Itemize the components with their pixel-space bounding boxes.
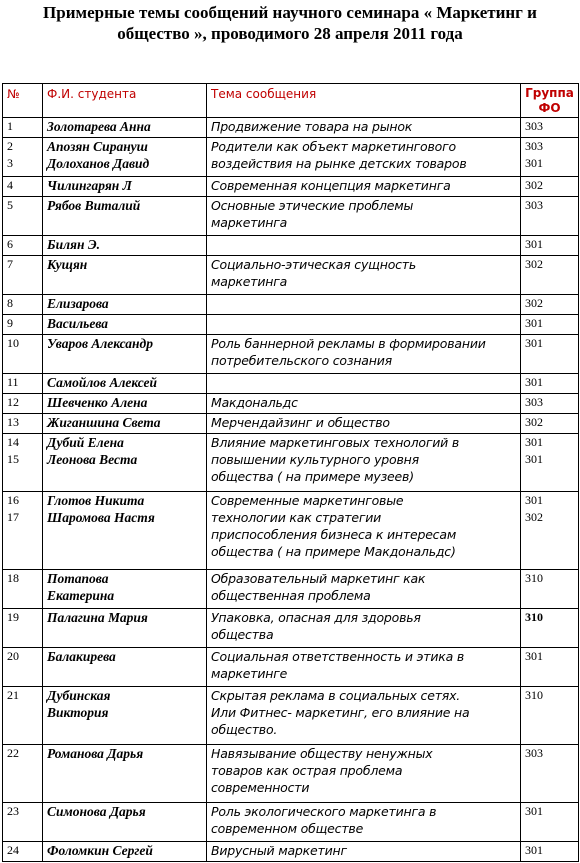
row-number: 15 — [7, 452, 19, 466]
row-number: 16 — [7, 493, 19, 507]
student-name-cell — [43, 118, 207, 138]
group-number-cell — [521, 803, 579, 842]
topic-text: маркетинга — [211, 215, 288, 230]
student-name-cell — [43, 394, 207, 414]
topic-text: Скрытая реклама в социальных сетях. — [211, 688, 461, 703]
row-number: 20 — [7, 649, 19, 663]
group-number-cell — [521, 609, 579, 648]
topic-text: общество. — [211, 722, 278, 737]
group-number: 301 — [525, 649, 543, 663]
row-number-cell — [3, 138, 43, 177]
row-number-cell — [3, 648, 43, 687]
group-number: 301 — [525, 435, 543, 449]
topic-text-cell — [207, 414, 521, 434]
topic-text: Социальная ответственность и этика в — [211, 649, 465, 664]
topic-text: Родители как объект маркетингового — [211, 139, 456, 154]
topic-text-cell — [207, 315, 521, 335]
student-name-cell — [43, 315, 207, 335]
table-row — [3, 687, 579, 745]
group-number: 301 — [525, 237, 543, 251]
table-row — [3, 138, 579, 177]
topic-text: Навязывание обществу ненужных — [211, 746, 433, 761]
row-number-cell — [3, 256, 43, 295]
row-number-cell — [3, 394, 43, 414]
student-name: Елизарова — [47, 296, 109, 311]
topic-text: Социально-этическая сущность — [211, 257, 417, 272]
group-number-cell — [521, 842, 579, 862]
student-name: Шаромова Настя — [47, 510, 155, 525]
header-num: № — [3, 84, 43, 118]
table-row — [3, 335, 579, 374]
row-number: 2 — [7, 139, 13, 153]
group-number: 303 — [525, 139, 543, 153]
student-name-cell — [43, 803, 207, 842]
row-number: 4 — [7, 178, 13, 192]
table-row — [3, 609, 579, 648]
row-number-cell — [3, 803, 43, 842]
topic-text: Макдональдс — [211, 395, 298, 410]
group-number: 301 — [525, 375, 543, 389]
topic-text-cell — [207, 570, 521, 609]
group-number: 301 — [525, 316, 543, 330]
student-name: Симонова Дарья — [47, 804, 146, 819]
table-row — [3, 177, 579, 197]
student-name-cell — [43, 177, 207, 197]
row-number: 3 — [7, 156, 13, 170]
topic-text-cell — [207, 335, 521, 374]
topic-text: Современные маркетинговые — [211, 493, 404, 508]
topic-text: Продвижение товара на рынок — [211, 119, 413, 134]
row-number-cell — [3, 118, 43, 138]
header-group-line-2: ФО — [538, 101, 561, 115]
group-number-cell — [521, 197, 579, 236]
topic-text-cell — [207, 434, 521, 492]
topic-text-cell — [207, 803, 521, 842]
row-number-cell — [3, 414, 43, 434]
topic-text-cell — [207, 118, 521, 138]
topic-text: товаров как острая проблема — [211, 763, 403, 778]
topic-text-cell — [207, 687, 521, 745]
row-number-cell — [3, 570, 43, 609]
topic-text: Современная концепция маркетинга — [211, 178, 451, 193]
topic-text: Упаковка, опасная для здоровья — [211, 610, 421, 625]
row-number-cell — [3, 609, 43, 648]
student-name: Романова Дарья — [47, 746, 144, 761]
student-name: Чилингарян Л — [47, 178, 132, 193]
student-name: Рябов Виталий — [47, 198, 141, 213]
student-name: Леонова Веста — [47, 452, 138, 467]
topic-text: Основные этические проблемы — [211, 198, 414, 213]
student-name: Уваров Александр — [47, 336, 153, 351]
group-number: 301 — [525, 336, 543, 350]
student-name-cell — [43, 842, 207, 862]
header-topic: Тема сообщения — [207, 84, 521, 118]
table-row — [3, 118, 579, 138]
student-name-cell — [43, 570, 207, 609]
student-name: Фоломкин Сергей — [47, 843, 153, 858]
student-name: Долоханов Давид — [47, 156, 150, 171]
student-name: Шевченко Алена — [47, 395, 148, 410]
title-line-2: общество », проводимого 28 апреля 2011 года — [117, 24, 463, 43]
group-number: 302 — [525, 257, 543, 271]
row-number: 11 — [7, 375, 19, 389]
student-name: Палагина Мария — [47, 610, 148, 625]
topic-text: Мерчендайзинг и общество — [211, 415, 390, 430]
topic-text: современности — [211, 780, 310, 795]
row-number: 7 — [7, 257, 13, 271]
group-number-cell — [521, 394, 579, 414]
topic-text-cell — [207, 236, 521, 256]
row-number: 24 — [7, 843, 19, 857]
group-number-cell — [521, 177, 579, 197]
header-group — [521, 84, 579, 118]
row-number: 23 — [7, 804, 19, 818]
group-number: 301 — [525, 156, 543, 170]
group-number-cell — [521, 570, 579, 609]
student-name-cell — [43, 609, 207, 648]
topic-text: Образовательный маркетинг как — [211, 571, 426, 586]
group-number: 302 — [525, 178, 543, 192]
topic-text: воздействия на рынке детских товаров — [211, 156, 467, 171]
topic-text: приспособления бизнеса к интересам — [211, 527, 457, 542]
group-number: 301 — [525, 843, 543, 857]
topic-text-cell — [207, 842, 521, 862]
group-number-cell — [521, 335, 579, 374]
table-row — [3, 434, 579, 492]
group-number: 310 — [525, 688, 543, 702]
group-number-cell — [521, 414, 579, 434]
table-row — [3, 374, 579, 394]
row-number-cell — [3, 335, 43, 374]
student-name: Золотарева Анна — [47, 119, 151, 134]
student-name: Балакирева — [47, 649, 116, 664]
row-number-cell — [3, 842, 43, 862]
topic-text: общественная проблема — [211, 588, 371, 603]
seminar-topics-table — [2, 83, 579, 862]
row-number: 22 — [7, 746, 19, 760]
group-number: 302 — [525, 415, 543, 429]
student-name: Жиганшина Света — [47, 415, 161, 430]
title-line-1: Примерные темы сообщений научного семинара « Маркетинг и — [43, 3, 537, 22]
student-name: Глотов Никита — [47, 493, 145, 508]
row-number: 10 — [7, 336, 19, 350]
group-number-cell — [521, 295, 579, 315]
student-name-cell — [43, 138, 207, 177]
row-number-cell — [3, 295, 43, 315]
topic-text-cell — [207, 177, 521, 197]
row-number: 5 — [7, 198, 13, 212]
student-name: Васильева — [47, 316, 109, 331]
student-name-cell — [43, 492, 207, 570]
group-number: 301 — [525, 452, 543, 466]
topic-text: Роль баннерной рекламы в формировании — [211, 336, 486, 351]
student-name-cell — [43, 374, 207, 394]
group-number-cell — [521, 687, 579, 745]
group-number-cell — [521, 236, 579, 256]
student-name: Кущян — [47, 257, 88, 272]
group-number: 302 — [525, 510, 543, 524]
group-number: 303 — [525, 395, 543, 409]
table-row — [3, 236, 579, 256]
page-title — [0, 2, 580, 44]
group-number-cell — [521, 434, 579, 492]
topic-text-cell — [207, 256, 521, 295]
topic-text: потребительского сознания — [211, 353, 392, 368]
table-row — [3, 394, 579, 414]
topic-text: маркетинга — [211, 274, 288, 289]
table-row — [3, 197, 579, 236]
topic-text-cell — [207, 745, 521, 803]
student-name: Апозян Сирануш — [47, 139, 148, 154]
topic-text-cell — [207, 609, 521, 648]
group-number: 301 — [525, 493, 543, 507]
row-number: 9 — [7, 316, 13, 330]
topic-text: Вирусный маркетинг — [211, 843, 347, 858]
student-name: Потапова — [47, 571, 109, 586]
student-name-cell — [43, 197, 207, 236]
student-name: Дубинская — [47, 688, 111, 703]
row-number-cell — [3, 236, 43, 256]
row-number-cell — [3, 315, 43, 335]
student-name-cell — [43, 745, 207, 803]
row-number: 6 — [7, 237, 13, 251]
row-number-cell — [3, 197, 43, 236]
topic-text-cell — [207, 492, 521, 570]
group-number: 303 — [525, 198, 543, 212]
header-group-line-1: Группа — [525, 86, 574, 100]
topic-text-cell — [207, 374, 521, 394]
table-row — [3, 570, 579, 609]
row-number-cell — [3, 687, 43, 745]
table-row — [3, 745, 579, 803]
row-number-cell — [3, 434, 43, 492]
table-row — [3, 256, 579, 295]
row-number: 1 — [7, 119, 13, 133]
row-number: 8 — [7, 296, 13, 310]
group-number: 303 — [525, 746, 543, 760]
table-row — [3, 492, 579, 570]
student-name-cell — [43, 295, 207, 315]
row-number: 21 — [7, 688, 19, 702]
topic-text: маркетинге — [211, 666, 288, 681]
topic-text-cell — [207, 648, 521, 687]
group-number: 302 — [525, 296, 543, 310]
student-name-cell — [43, 648, 207, 687]
topic-text-cell — [207, 295, 521, 315]
table-row — [3, 315, 579, 335]
row-number: 19 — [7, 610, 19, 624]
group-number: 301 — [525, 804, 543, 818]
topic-text: повышении культурного уровня — [211, 452, 419, 467]
topic-text-cell — [207, 394, 521, 414]
header-student: Ф.И. студента — [43, 84, 207, 118]
student-name: Екатерина — [47, 588, 115, 603]
group-number: 303 — [525, 119, 543, 133]
topic-text-cell — [207, 138, 521, 177]
student-name-cell — [43, 236, 207, 256]
group-number-cell — [521, 745, 579, 803]
student-name: Билян Э. — [47, 237, 100, 252]
row-number-cell — [3, 374, 43, 394]
row-number: 17 — [7, 510, 19, 524]
student-name-cell — [43, 256, 207, 295]
group-number-cell — [521, 315, 579, 335]
student-name-cell — [43, 414, 207, 434]
topic-text: общества — [211, 627, 274, 642]
group-number-cell — [521, 374, 579, 394]
topic-text: современном обществе — [211, 821, 364, 836]
group-number: 310 — [525, 571, 543, 585]
group-number: 310 — [525, 610, 543, 624]
table-row — [3, 648, 579, 687]
student-name: Виктория — [47, 705, 109, 720]
row-number-cell — [3, 745, 43, 803]
topic-text: общества ( на примере музеев) — [211, 469, 414, 484]
row-number: 18 — [7, 571, 19, 585]
topic-text: Влияние маркетинговых технологий в — [211, 435, 460, 450]
student-name-cell — [43, 335, 207, 374]
row-number: 13 — [7, 415, 19, 429]
student-name-cell — [43, 434, 207, 492]
topic-text: Роль экологического маркетинга в — [211, 804, 437, 819]
student-name: Самойлов Алексей — [47, 375, 158, 390]
table-row — [3, 803, 579, 842]
topic-text: Или Фитнес- маркетинг, его влияние на — [211, 705, 470, 720]
student-name: Дубий Елена — [47, 435, 124, 450]
group-number-cell — [521, 648, 579, 687]
table-row — [3, 414, 579, 434]
topic-text: технологии как стратегии — [211, 510, 382, 525]
table-header-row — [3, 84, 579, 118]
group-number-cell — [521, 138, 579, 177]
student-name-cell — [43, 687, 207, 745]
group-number-cell — [521, 492, 579, 570]
topic-text-cell — [207, 197, 521, 236]
group-number-cell — [521, 256, 579, 295]
group-number-cell — [521, 118, 579, 138]
row-number: 14 — [7, 435, 19, 449]
row-number-cell — [3, 492, 43, 570]
table-row — [3, 842, 579, 862]
topic-text: общества ( на примере Макдональдс) — [211, 544, 456, 559]
table-row — [3, 295, 579, 315]
row-number: 12 — [7, 395, 19, 409]
row-number-cell — [3, 177, 43, 197]
